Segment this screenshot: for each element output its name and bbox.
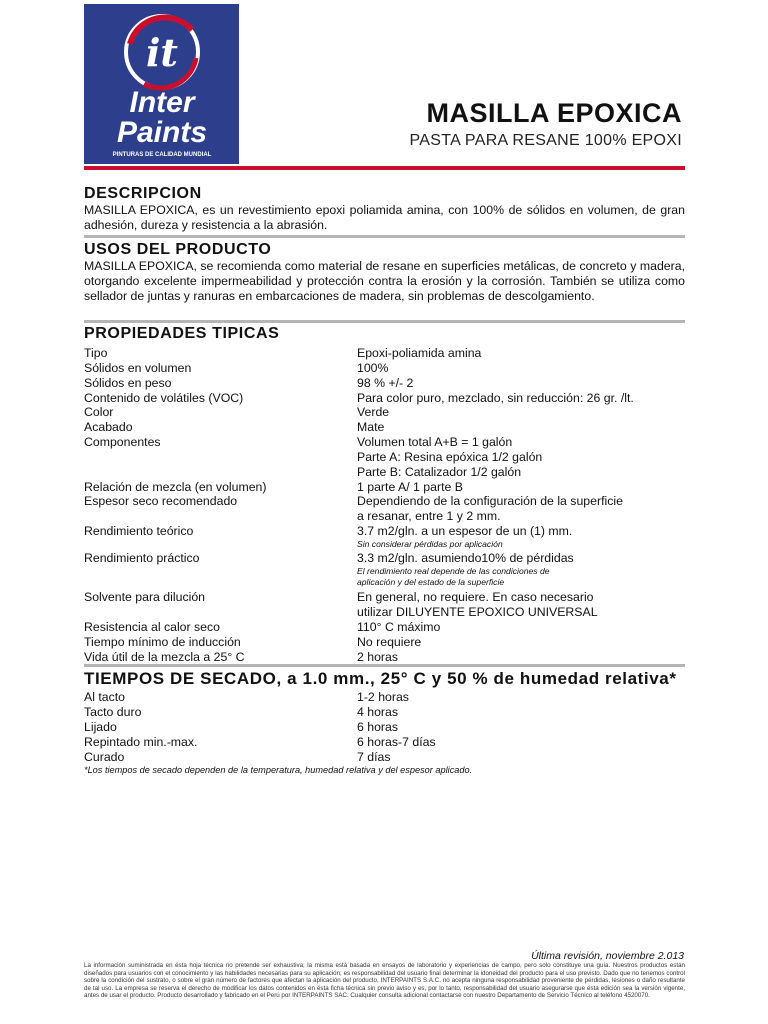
property-value: [357, 405, 685, 420]
drying-value: 6 horas: [357, 720, 399, 734]
property-value: [357, 376, 685, 391]
interpaints-logo-icon: [84, 4, 239, 164]
descripcion-text: MASILLA EPOXICA, es un revestimiento epoxi poliamida amina, con 100% de sólidos en volumen, de gran adhesión, dureza y resistencia a la abrasión.: [84, 203, 685, 232]
property-label: Espesor seco recomendado: [84, 494, 238, 508]
property-note: El rendimiento real depende de las condiciones de: [357, 565, 550, 576]
drying-label: Curado: [84, 750, 125, 764]
property-value: [357, 620, 685, 635]
drying-label: Tacto duro: [84, 705, 142, 719]
descripcion-heading: DESCRIPCION: [84, 185, 202, 202]
property-value-line: Volumen total A+B = 1 galón: [357, 435, 513, 449]
property-label: Solvente para dilución: [84, 590, 205, 604]
property-value: [357, 551, 685, 588]
property-value-line: Para color puro, mezclado, sin reducción: 26 gr. /lt.: [357, 391, 634, 405]
propiedades-heading: PROPIEDADES TIPICAS: [84, 325, 280, 342]
property-value: [357, 480, 685, 495]
section-propiedades: [84, 325, 685, 343]
section-divider: [84, 235, 685, 238]
property-value: [357, 391, 685, 406]
section-descripcion: [84, 185, 685, 233]
drying-value: 4 horas: [357, 705, 399, 719]
page-title: MASILLA EPOXICA: [426, 98, 682, 128]
drying-label: Al tacto: [84, 690, 126, 704]
logo-line1: Inter: [129, 86, 195, 119]
drying-label: Lijado: [84, 720, 117, 734]
property-value: [357, 494, 685, 524]
title-block: [409, 96, 682, 152]
property-value-line: 1 parte A/ 1 parte B: [357, 480, 463, 494]
property-value-line: No requiere: [357, 635, 422, 649]
company-logo: [84, 4, 239, 164]
property-label: Tipo: [84, 346, 108, 360]
legal-disclaimer: La información suministrada en ésta hoja técnica no pretende ser exhaustiva; la misma está basada en ensayos de laboratorio y experiencias de campo, pero solo constituye una guía. Nuestros productos están diseñados para usuarios con el conocimiento y las habilidades necesarias para su aplicación; es responsabilidad del usuario final determinar la idoneidad del producto para el uso previsto. Dado que no tenemos control sobre la condición del sustrato, o sobre el gran número de factores que afectan la aplicación del producto, INTERPAINTS S.A.C. no acepta ninguna responsabilidad proveniente de pérdidas, lesiones o daño resultante de tal uso. La empresa se reserva el derecho de modificar los datos contenidos en ésta ficha técnica sin previo aviso y es, por lo tanto, responsabilidad del usuario asegurarse que ésta edición sea la versión vigente, antes de usar el producto. Producto desarrollado y fabricado en el Perú por INTERPAINTS SAC. Cualquier consulta adicional contactarse con nuestro Departamento de Servicio Técnico al teléfono 4520070.: [84, 962, 685, 1000]
svg-text:it: it: [146, 30, 178, 75]
drying-value: 7 días: [357, 750, 391, 764]
property-value-line: En general, no requiere. En caso necesario: [357, 590, 594, 604]
drying-footnote: *Los tiempos de secado dependen de la temperatura, humedad relativa y del espesor aplicado.: [84, 765, 473, 775]
section-secado: [84, 670, 685, 688]
property-value-line: Dependiendo de la configuración de la superficie: [357, 494, 623, 508]
property-note: Sin considerar pérdidas por aplicación: [357, 538, 503, 549]
property-label: Vida útil de la mezcla a 25° C: [84, 650, 245, 664]
usos-heading: USOS DEL PRODUCTO: [84, 241, 272, 258]
property-value-line: 98 % +/- 2: [357, 376, 414, 390]
property-value-line: Epoxi-poliamida amina: [357, 346, 482, 360]
property-value-line: utilizar DILUYENTE EPOXICO UNIVERSAL: [357, 604, 598, 619]
property-label: Sólidos en peso: [84, 376, 172, 390]
property-value-line: 3.3 m2/gln. asumiendo10% de pérdidas: [357, 551, 574, 565]
property-value-line: 2 horas: [357, 650, 399, 664]
property-label: Color: [84, 405, 114, 419]
property-value: [357, 635, 685, 650]
page-subtitle: PASTA PARA RESANE 100% EPOXI: [409, 132, 682, 149]
property-label: Contenido de volátiles (VOC): [84, 391, 244, 405]
logo-tagline: PINTURAS DE CALIDAD MUNDIAL: [112, 152, 212, 158]
secado-heading: TIEMPOS DE SECADO, a 1.0 mm., 25° C y 50 % de humedad relativa*: [84, 669, 677, 688]
property-value-line: Verde: [357, 405, 390, 419]
property-value: [357, 650, 685, 665]
property-label: Tiempo mínimo de inducción: [84, 635, 241, 649]
property-label: Componentes: [84, 435, 161, 449]
property-label: Sólidos en volumen: [84, 361, 192, 375]
drying-value: 6 horas-7 días: [357, 735, 436, 749]
header-divider: [84, 166, 685, 170]
property-value-line: Parte B: Catalizador 1/2 galón: [357, 464, 522, 479]
logo-line2: Paints: [116, 116, 208, 149]
property-note: aplicación y del estado de la superficie: [357, 576, 505, 587]
drying-value: 1-2 horas: [357, 690, 409, 704]
property-value: [357, 524, 685, 550]
property-label: Relación de mezcla (en volumen): [84, 480, 267, 494]
property-value-line: 100%: [357, 361, 389, 375]
property-label: Acabado: [84, 420, 133, 434]
usos-text: MASILLA EPOXICA, se recomienda como material de resane en superficies metálicas, de concreto y madera, otorgando excelente impermeabilidad y protección contra la erosión y la corrosión. También se utiliza como sellador de juntas y ranuras en embarcaciones de madera, sin problemas de descolgamiento.: [84, 259, 685, 303]
section-divider: [84, 320, 685, 323]
property-value: [357, 346, 685, 361]
property-value-line: 110° C máximo: [357, 620, 441, 634]
property-value: [357, 435, 685, 479]
property-value: [357, 361, 685, 376]
property-value-line: Parte A: Resina epóxica 1/2 galón: [357, 449, 543, 464]
property-value: [357, 420, 685, 435]
property-label: Resistencia al calor seco: [84, 620, 221, 634]
property-value-line: 3.7 m2/gln. a un espesor de un (1) mm.: [357, 524, 573, 538]
revision-date: Última revisión, noviembre 2.013: [531, 950, 684, 962]
section-usos: [84, 241, 685, 304]
property-value-line: Mate: [357, 420, 385, 434]
section-divider: [84, 664, 685, 667]
property-label: Rendimiento teórico: [84, 524, 194, 538]
property-value-line: a resanar, entre 1 y 2 mm.: [357, 508, 501, 523]
drying-label: Repintado min.-max.: [84, 735, 198, 749]
property-label: Rendimiento práctico: [84, 551, 200, 565]
property-value: [357, 590, 685, 620]
